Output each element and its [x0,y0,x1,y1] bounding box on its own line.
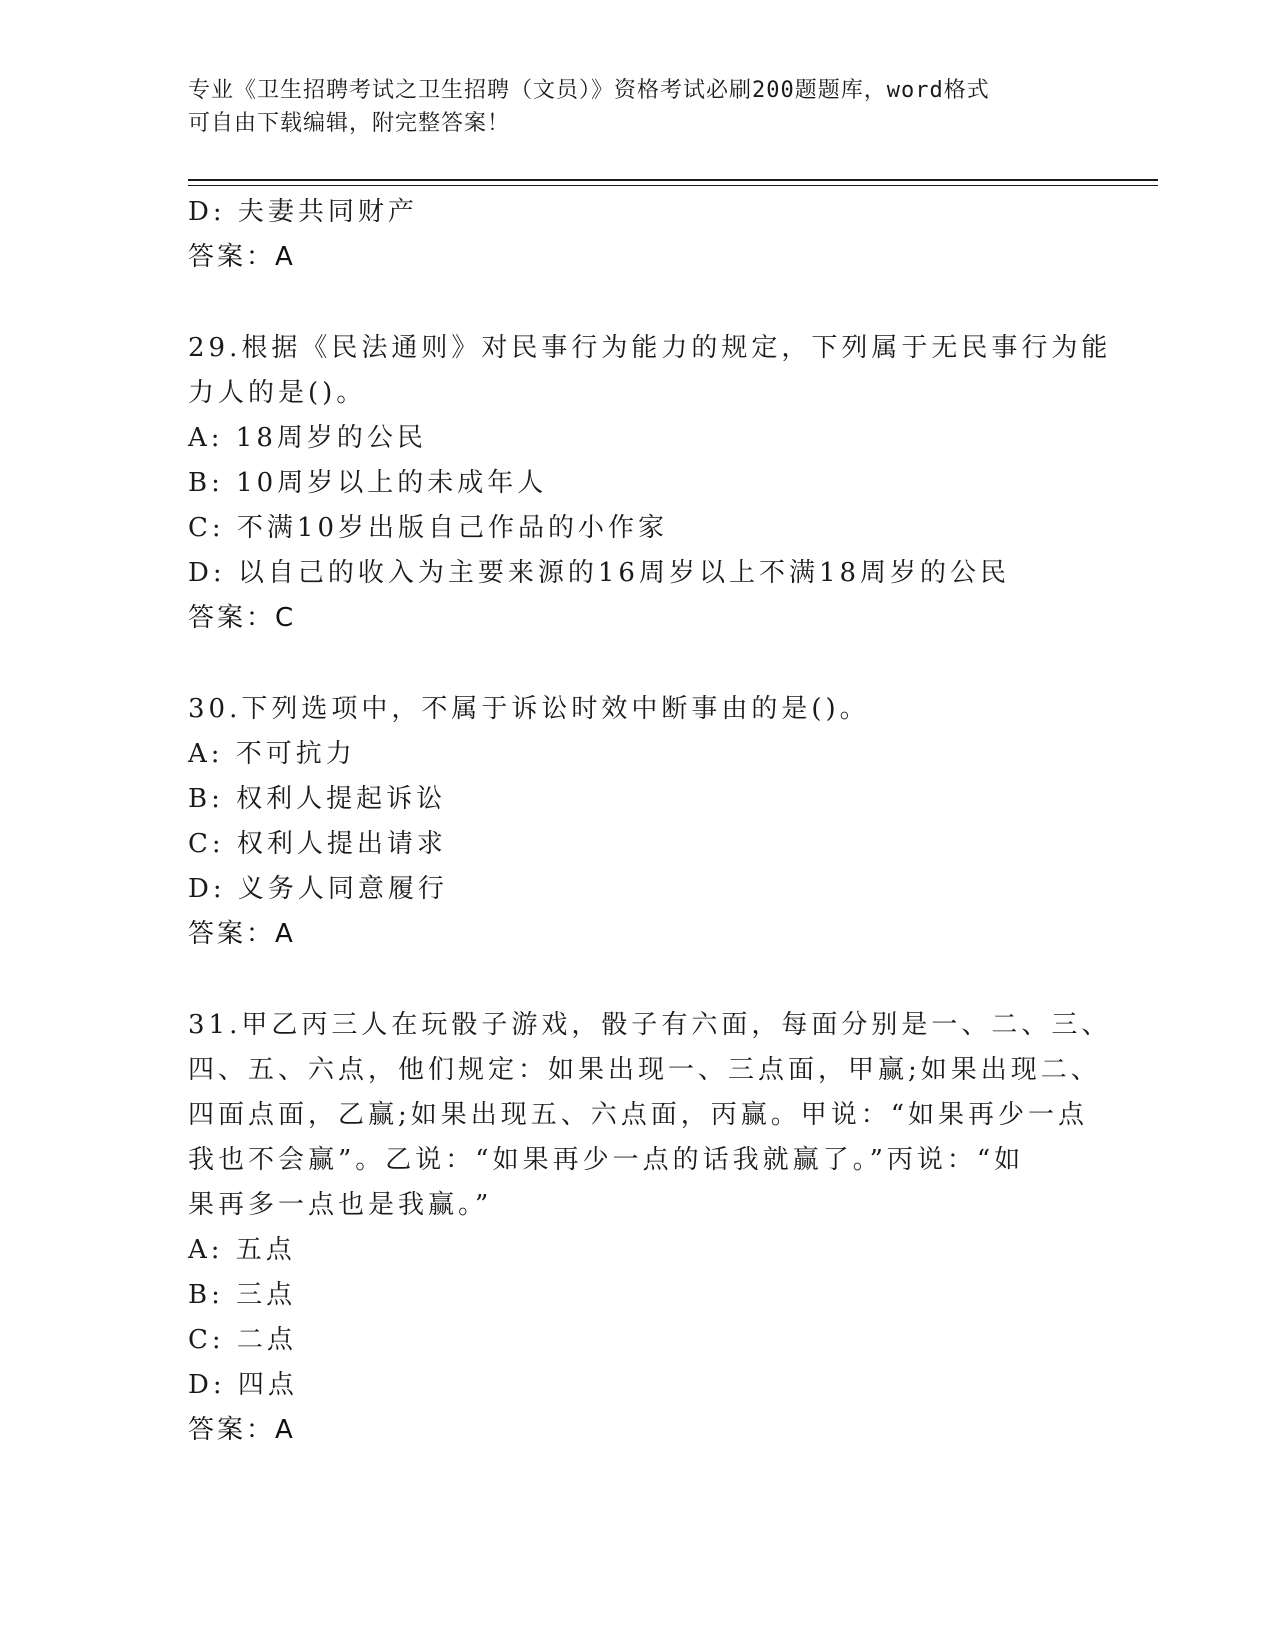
q30-option-d: D: 义务人同意履行 [188,874,448,904]
q31-option-a: A: 五点 [188,1235,296,1265]
q31-stem-line-3: 四面点面，乙赢;如果出现五、六点面，丙赢。甲说：“如果再少一点 [188,1100,1089,1130]
q31-answer: 答案：A [188,1415,296,1445]
prev-option-d: D: 夫妻共同财产 [188,197,418,227]
spacer [188,641,1088,687]
q31-option-b: B: 三点 [188,1280,297,1310]
header-rule-thick [188,179,1158,181]
question-29 [188,326,1112,641]
header-line-1: 专业《卫生招聘考试之卫生招聘（文员）》资格考试必刷200题题库，word格式 [188,78,990,103]
spacer [188,280,1088,326]
q29-stem-line-2: 力人的是()。 [188,378,367,408]
q29-option-c: C: 不满10岁出版自己作品的小作家 [188,513,669,543]
q31-stem-line-1: 31.甲乙丙三人在玩骰子游戏，骰子有六面，每面分别是一、二、三、 [188,1010,1112,1040]
q31-stem-line-2: 四、五、六点，他们规定：如果出现一、三点面，甲赢;如果出现二、 [188,1055,1101,1085]
question-content [188,190,1112,1453]
q30-answer: 答案：A [188,919,296,949]
q30-option-b: B: 权利人提起诉讼 [188,784,447,814]
q29-stem-line-1: 29.根据《民法通则》对民事行为能力的规定，下列属于无民事行为能 [188,333,1112,363]
q31-option-c: C: 二点 [188,1325,297,1355]
question-31 [188,1003,1112,1453]
header-line-2: 可自由下载编辑，附完整答案！ [188,111,511,136]
q30-stem-line-1: 30.下列选项中，不属于诉讼时效中断事由的是()。 [188,694,870,724]
q29-option-b: B: 10周岁以上的未成年人 [188,468,548,498]
q31-stem-line-5: 果再多一点也是我赢。” [188,1190,493,1220]
q29-answer: 答案：C [188,603,297,633]
q30-option-a: A: 不可抗力 [188,739,356,769]
header-rule-thin [188,185,1158,186]
document-header [188,74,1088,140]
question-30 [188,687,1088,957]
prev-answer: 答案：A [188,242,296,272]
q29-option-d: D: 以自己的收入为主要来源的16周岁以上不满18周岁的公民 [188,558,1011,588]
spacer [188,957,1088,1003]
q30-option-c: C: 权利人提出请求 [188,829,447,859]
q29-option-a: A: 18周岁的公民 [188,423,427,453]
q31-stem-line-4: 我也不会赢”。乙说：“如果再少一点的话我就赢了。”丙说：“如 [188,1145,1025,1175]
q31-option-d: D: 四点 [188,1370,298,1400]
